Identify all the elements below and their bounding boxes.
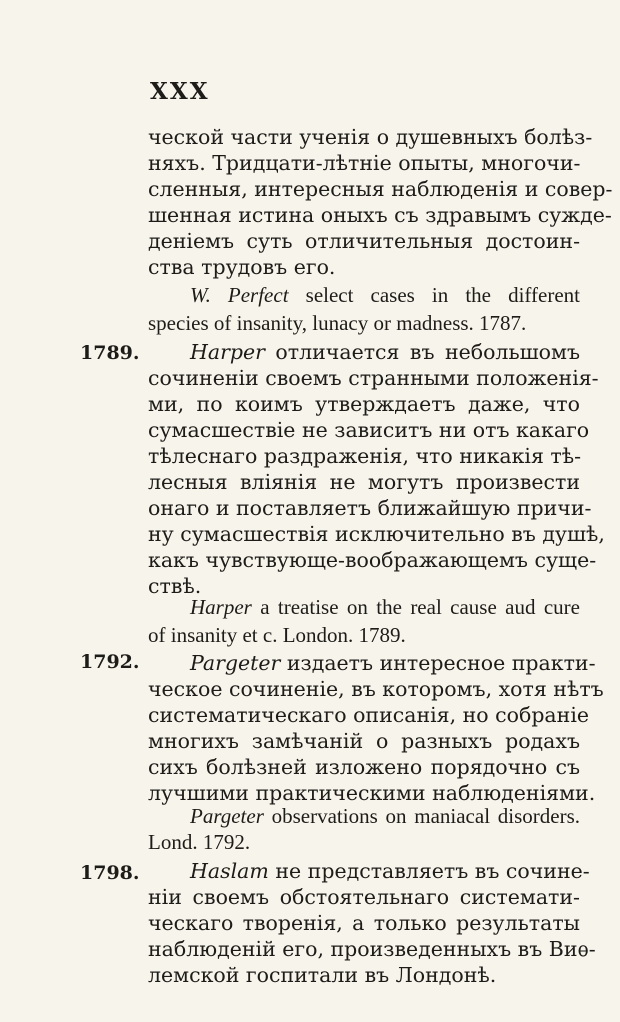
text-line: лемской госпитали въ Лондонѣ. — [148, 963, 497, 987]
text-line — [148, 594, 580, 620]
body-text: издаетъ интересное практи- — [286, 651, 596, 675]
text-line: какъ чувствующе-воображающемъ суще- — [148, 548, 597, 572]
text-line: ства трудовъ его. — [148, 255, 336, 279]
text-line — [148, 282, 580, 308]
text-line: деніемъ суть отличительныя достоин- — [148, 229, 580, 253]
text-line: сленныя, интересныя наблюденія и совер- — [148, 177, 613, 201]
text-line: тѣлеснаго раздраженія, что никакія тѣ- — [148, 444, 582, 468]
text-line: сумасшествіе не зависитъ ни отъ какаго — [148, 418, 590, 442]
text-line: ми, по коимъ утверждаетъ даже, что — [148, 392, 580, 416]
text-line: ніи своемъ обстоятельнаго системати- — [148, 885, 580, 909]
text-line: шенная истина оныхъ съ здравымъ сужде- — [148, 203, 612, 227]
text-line: многихъ замѣчаній о разныхъ родахъ — [148, 729, 580, 753]
text-line: species of insanity, lunacy or madness. 1787. — [148, 311, 527, 335]
year-marginal: 1798. — [80, 862, 140, 884]
text-line — [148, 339, 580, 365]
text-line: няхъ. Тридцати-лѣтніе опыты, многочи- — [148, 151, 581, 175]
body-text: отличается въ небольшомъ — [275, 340, 580, 364]
body-text: не представляетъ въ сочине- — [275, 859, 590, 883]
text-line: лучшими практическими наблюденіями. — [148, 781, 596, 805]
text-line: of insanity et c. London. 1789. — [148, 623, 406, 647]
author-name: Harper — [190, 340, 265, 364]
text-line: онаго и поставляетъ ближайшую причи- — [148, 496, 592, 520]
text-line — [148, 858, 590, 884]
text-line — [148, 650, 596, 676]
author-name: Harper — [190, 595, 252, 619]
author-name: W. Perfect — [190, 283, 289, 307]
text-line: Lond. 1792. — [148, 830, 251, 854]
author-name: Haslam — [190, 859, 269, 883]
author-name: Pargeter — [190, 804, 264, 828]
text-line: наблюденій его, произведенныхъ въ Виѳ- — [148, 937, 596, 961]
title-text: observations on maniacal disorders. — [271, 804, 581, 828]
text-line: лесныя вліянія не могутъ произвести — [148, 470, 580, 494]
title-text: select cases in the different — [305, 283, 581, 307]
text-line — [148, 803, 580, 829]
text-line: сихъ болѣзней изложено порядочно съ — [148, 755, 580, 779]
text-line: ческой части ученія о душевныхъ болѣз- — [148, 125, 593, 149]
text-line: ствѣ. — [148, 574, 202, 598]
text-line: ческое сочиненіе, въ которомъ, хотя нѣтъ — [148, 677, 604, 701]
text-line: ну сумасшествія исключительно въ душѣ, — [148, 522, 605, 546]
text-line: ческаго творенія, а только результаты — [148, 911, 580, 935]
text-line: сочиненіи своемъ странными положенія- — [148, 366, 599, 390]
title-text: a treatise on the real cause aud cure — [260, 595, 580, 619]
page-number: XXX — [150, 78, 210, 105]
text-line: систематическаго описанія, но собраніе — [148, 703, 590, 727]
year-marginal: 1792. — [80, 651, 140, 673]
year-marginal: 1789. — [80, 342, 140, 364]
author-name: Pargeter — [190, 651, 281, 675]
